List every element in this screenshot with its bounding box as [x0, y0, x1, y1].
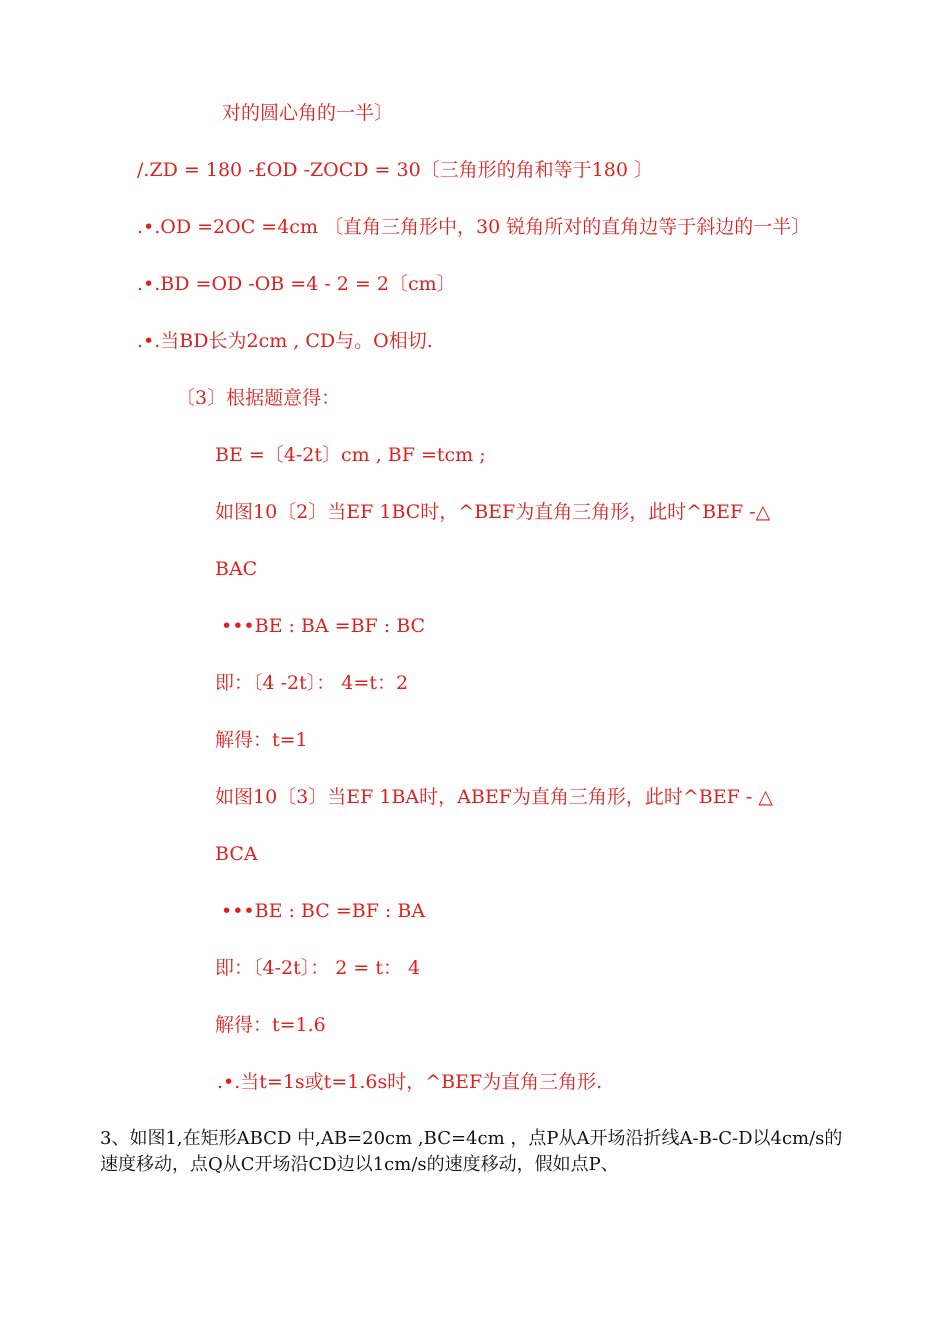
solution-line-1: 对的圆心角的一半〕 [222, 102, 394, 124]
solution-line-4: .•.BD =OD -OB =4 - 2 = 2〔cm〕 [137, 273, 456, 295]
problem-line-2: 速度移动，点Q从C开场沿CD边以1cm/s的速度移动，假如点P、 [100, 1154, 619, 1175]
solution-line-7: BE =〔4-2t〕cm , BF =tcm ; [215, 444, 486, 466]
solution-line-15: •••BE : BC =BF : BA [221, 900, 426, 922]
solution-line-8: 如图10〔2〕当EF 1BC时，^BEF为直角三角形，此时^BEF -△ [215, 501, 771, 523]
solution-line-13: 如图10〔3〕当EF 1BA时，ABEF为直角三角形，此时^BEF - △ [215, 786, 773, 808]
solution-line-5: .•.当BD长为2cm , CD与。O相切. [137, 330, 433, 352]
solution-line-11: 即：〔4 -2t〕： 4=t：2 [215, 672, 409, 694]
problem-line-1: 3、如图1,在矩形ABCD 中,AB=20cm ,BC=4cm ，点P从A开场沿折线A-B-C-D以4cm/s的 [100, 1128, 843, 1149]
solution-line-14: BCA [215, 843, 258, 865]
solution-line-2: /.ZD = 180 -£OD -ZOCD = 30〔三角形的角和等于180 〕 [137, 159, 653, 181]
solution-line-17: 解得：t=1.6 [215, 1014, 326, 1036]
solution-line-10: •••BE : BA =BF : BC [221, 615, 426, 637]
solution-line-16: 即：〔4-2t〕： 2 = t： 4 [215, 957, 421, 979]
solution-line-6: 〔3〕根据题意得： [176, 387, 341, 409]
solution-line-3: .•.OD =2OC =4cm 〔直角三角形中，30 锐角所对的直角边等于斜边的一半〕 [137, 216, 811, 238]
solution-line-12: 解得：t=1 [215, 729, 308, 751]
solution-line-18: .•.当t=1s或t=1.6s时，^BEF为直角三角形. [217, 1071, 603, 1093]
solution-line-9: BAC [215, 558, 258, 580]
